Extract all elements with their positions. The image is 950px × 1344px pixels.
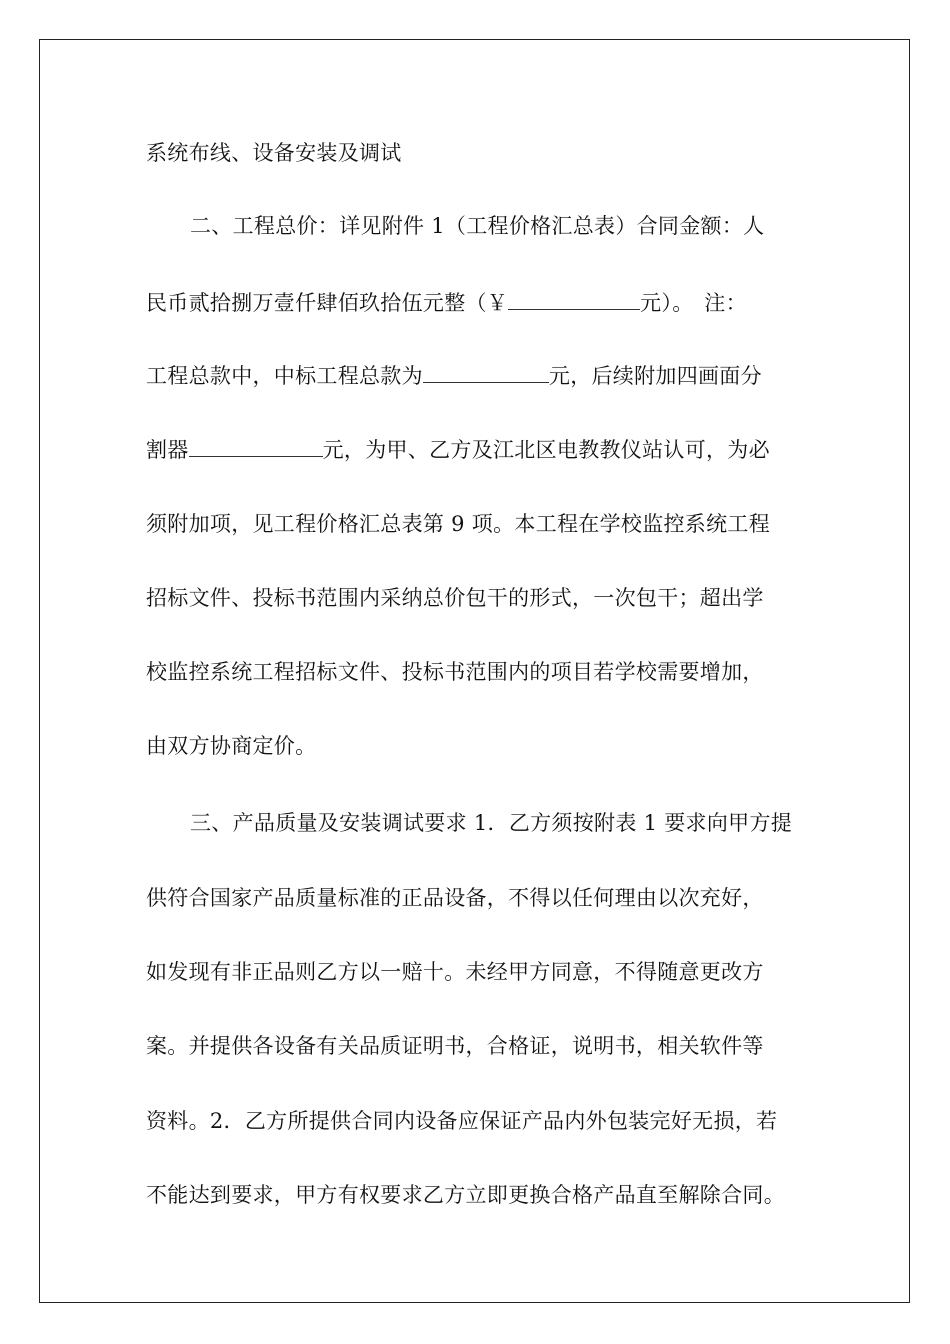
text-line [146, 361, 762, 391]
text-line [146, 288, 747, 318]
text-line: 资料。2．乙方所提供合同内设备应保证产品内外包装完好无损，若 [146, 1109, 778, 1133]
text-line: 供符合国家产品质量标准的正品设备，不得以任何理由以次充好， [146, 886, 764, 910]
text-segment: 工程总款中，中标工程总款为 [146, 364, 423, 388]
text-segment: 民币贰拾捌万壹仟肆佰玖拾伍元整（￥ [146, 291, 509, 315]
text-line: 须附加项，见工程价格汇总表第 9 项。本工程在学校监控系统工程 [146, 512, 771, 536]
blank-field [189, 436, 323, 457]
text-segment: 元）。 注： [640, 291, 747, 315]
blank-field [508, 289, 640, 310]
section-heading-price: 二、工程总价：详见附件 1（工程价格汇总表）合同金额：人 [190, 214, 765, 238]
text-line [146, 435, 770, 465]
text-segment: 元，后续附加四画面分 [548, 364, 762, 388]
text-line: 招标文件、投标书范围内采纳总价包干的形式，一次包干；超出学 [146, 586, 764, 610]
text-line: 由双方协商定价。 [146, 734, 317, 758]
text-line: 案。并提供各设备有关品质证明书，合格证，说明书，相关软件等 [146, 1034, 764, 1058]
text-segment: 割器 [146, 438, 189, 462]
blank-field [423, 362, 549, 383]
text-line: 校监控系统工程招标文件、投标书范围内的项目若学校需要增加， [146, 660, 764, 684]
text-segment: 元，为甲、乙方及江北区电教教仪站认可，为必 [322, 438, 770, 462]
text-line: 不能达到要求，甲方有权要求乙方立即更换合格产品直至解除合同。 [146, 1183, 785, 1207]
text-line: 如发现有非正品则乙方以一赔十。未经甲方同意，不得随意更改方 [146, 960, 764, 984]
section-heading-quality: 三、产品质量及安装调试要求 1．乙方须按附表 1 要求向甲方提 [190, 811, 793, 835]
text-line: 系统布线、设备安装及调试 [146, 141, 402, 165]
